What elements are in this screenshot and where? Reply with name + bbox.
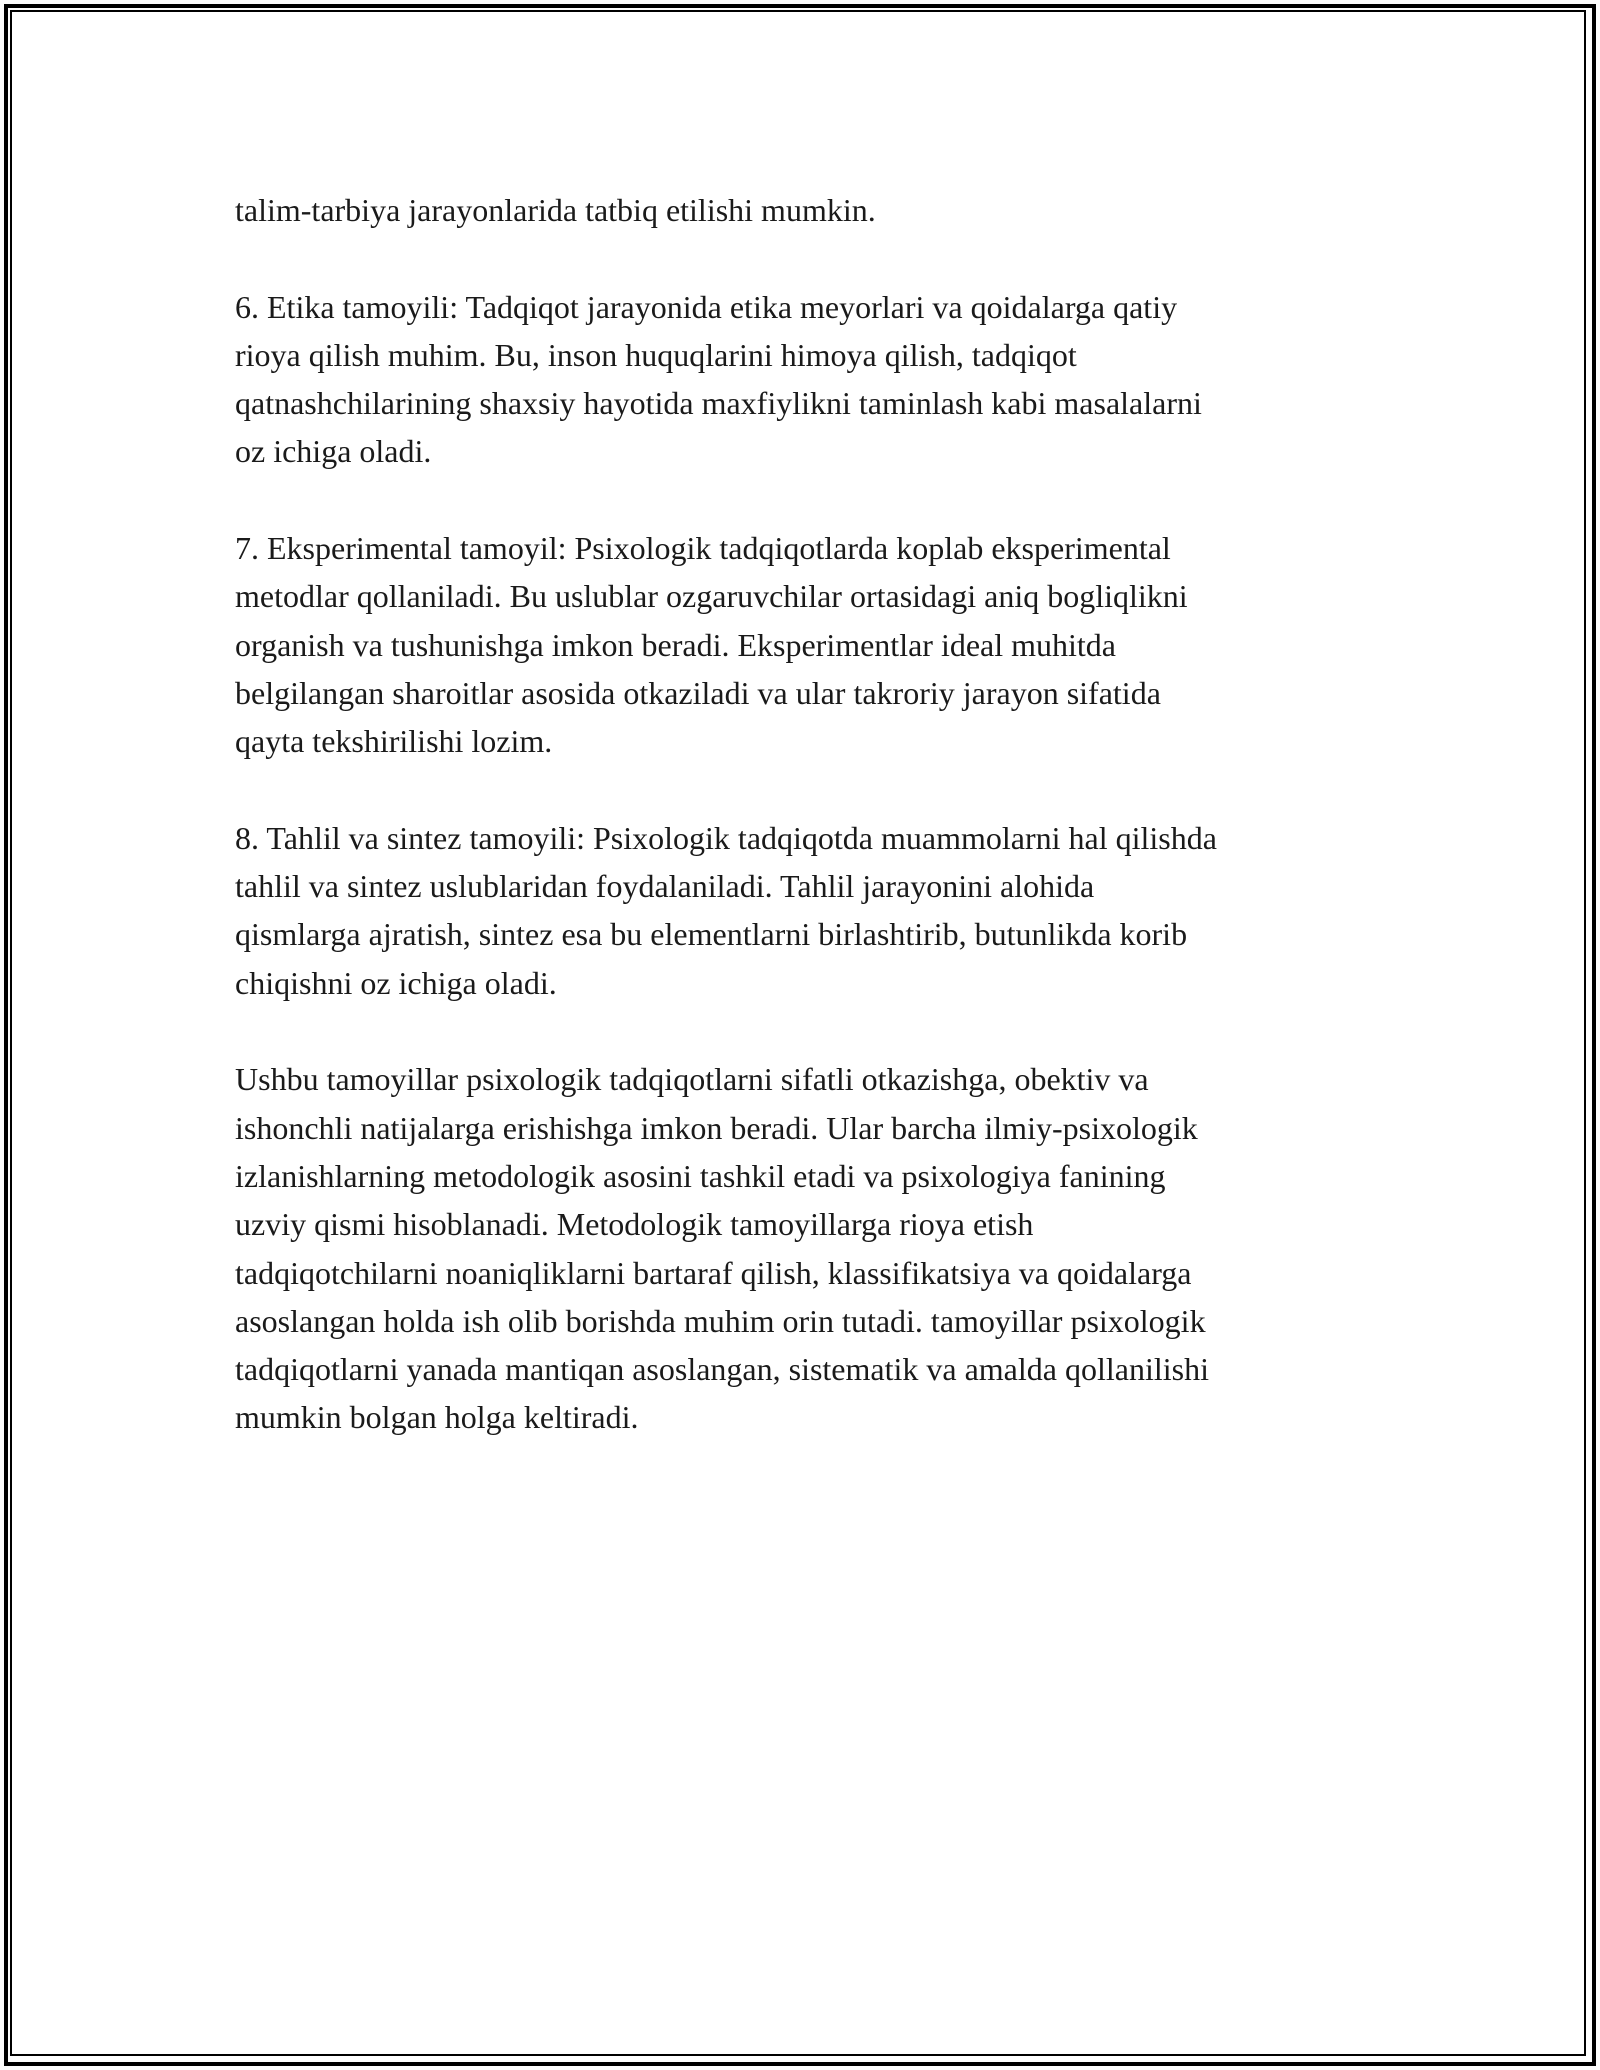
paragraph-conclusion: Ushbu tamoyillar psixologik tadqiqotlarni sifatli otkazishga, obektiv va ishonchli natijalarga erishishga imkon beradi. Ular barcha ilmiy-psixologik izlanishlarning metodologik asosini tashkil etadi va psixologiya fanining uzviy qismi hisoblanadi. Metodologik tamoyillarga rioya etish tadqiqotchilarni noaniqliklarni bartaraf qilish, klassifikatsiya va qoidalarga asoslangan holda ish olib borishda muhim orin tutadi. tamoyillar psixologik tadqiqotlarni yanada mantiqan asoslangan, sistematik va amalda qollanilishi mumkin bolgan holga keltiradi. bbox=[235, 1061, 1209, 1436]
paragraph-ethics-principle: 6. Etika tamoyili: Tadqiqot jarayonida etika meyorlari va qoidalarga qatiy rioya qilish muhim. Bu, inson huquqlarini himoya qilish, tadqiqot qatnashchilarining shaxsiy hayotida maxfiylikni taminlash kabi masalalarni oz ichiga oladi. bbox=[235, 288, 1202, 470]
paragraph-analysis-synthesis-principle: 8. Tahlil va sintez tamoyili: Psixologik tadqiqotda muammolarni hal qilishda tahlil va sintez uslublaridan foydalaniladi. Tahlil jarayonini alohida qismlarga ajratish, sintez esa bu elementlarni birlashtirib, butunlikda korib chiqishni oz ichiga oladi. bbox=[235, 819, 1217, 1001]
paragraph-experimental-principle: 7. Eksperimental tamoyil: Psixologik tadqiqotlarda koplab eksperimental metodlar qollaniladi. Bu uslublar ozgaruvchilar ortasidagi aniq bogliqlikni organish va tushunishga imkon beradi. Eksperimentlar ideal muhitda belgilangan sharoitlar asosida otkaziladi va ular takroriy jarayon sifatida qayta tekshirilishi lozim. bbox=[235, 530, 1188, 760]
document-body bbox=[235, 186, 1385, 1442]
paragraph-continuation: talim-tarbiya jarayonlarida tatbiq etilishi mumkin. bbox=[235, 192, 876, 228]
